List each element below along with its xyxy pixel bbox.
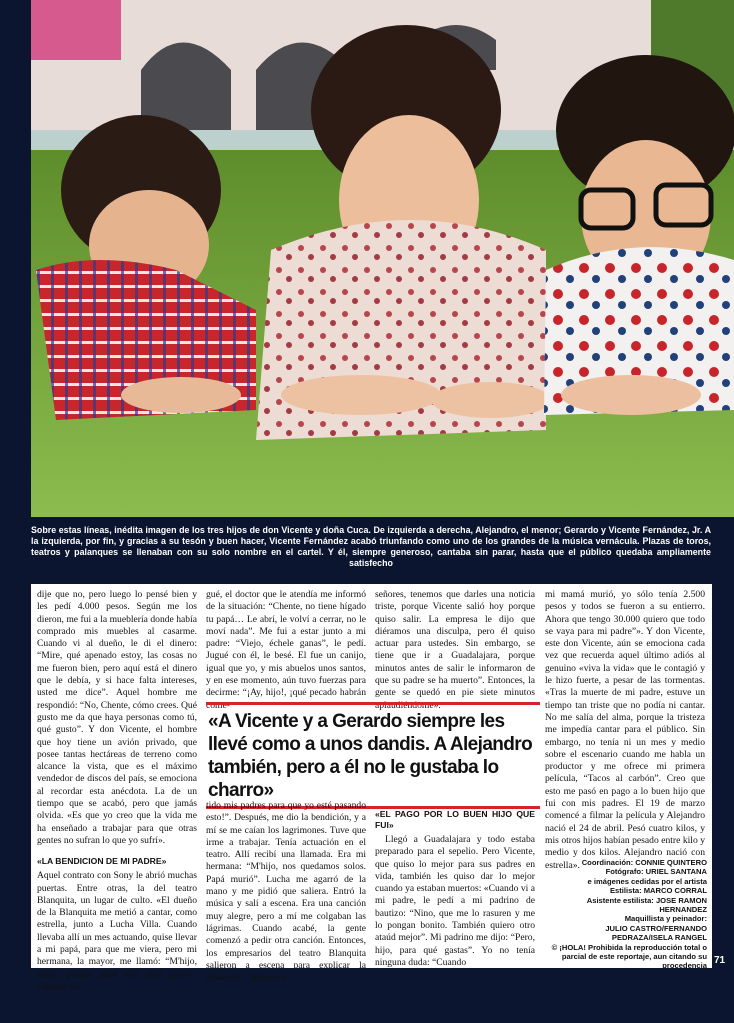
column-2-top [206,589,366,712]
column-3-bottom [375,800,535,969]
credit-line: Estilista: MARCO CORRAL [609,886,707,896]
pull-quote: «A Vicente y a Gerardo siempre les llevé como a unos dandis. A Alejandro también, pero a él no le gustaba lo charro» [206,702,540,809]
credit-line: e imágenes cedidas por el artista [587,876,707,886]
credit-line: Coordinación: CONNIE QUINTERO [581,858,707,867]
column-3-top [375,589,535,712]
credit-line: Asistente estilista: JOSE RAMON HERNANDEZ [586,895,707,915]
paragraph: dije que no, pero luego lo pensé bien y les pedí 4.000 pesos. Según me los dieron, me fui a la mueblería donde había comprado mis muebles al casarme. Cuando vi al dueño, le di el dinero: “Mire, qué apenado estoy, las cosas no me fueron bien, pero aquí está el dinero que le debía, y si hace falta intereses, usted me dice”. Aquel hombre me respondió: “No, Chente, cómo crees. Qué gusto me da que haya personas como tú, qué gusto”. Y don Vicente, el hombre que hoy tiene un avión privado, que posee tantas hectáreas de terreno como alcance la vista, que es el máximo vendedor de discos del país, se emociona al recordar esta anécdota. La de un tiempo que se acabó, pero que jamás olvida. «Es que yo creo que la vida me ha enseñado a trabajar para que otras gentes no sufran lo que yo sufrí». [37,589,197,846]
subheading: «EL PAGO POR LO BUEN HIJO QUE FUI» [375,809,535,830]
three-brothers-photo [31,0,734,517]
paragraph: Aquel contrato con Sony le abrió muchas puertas. Entre otras, la del teatro Blanquita, un lugar de culto. «El dueño de la Blanquita me metió a cantar, como estrella, junto a Lucha Villa. Cuando llevaba allí un mes actuando, quise llevar a mi papá, para que me viera, pero mi hermana, la mayor, me llamó: “M'hijo, vente, porque papá está muy grave”. Cuando lle- [37,870,197,992]
credit-line: JULIO CASTRO/FERNANDO PEDRAZA/ISELA RANGEL [605,923,707,943]
paragraph: señores, tenemos que darles una noticia triste, porque Vicente salió hoy porque quiso salir. La empresa le dijo que diéramos una disculpa, pero él quiso actuar para ustedes. Sin embargo, se tiene que ir a Guadalajara, porque minutos antes de salir le informaron de que su padre se ha muerto”. Entonces, la gente se quedó en pie siete minutos aplaudiéndome». [375,589,535,711]
paragraph: mi mamá murió, yo sólo tenía 2.500 pesos y todos se fueron a su entierro. Ahora que tengo 30.000 quiero que todo se vaya para mi padre”». Y don Vicente, este don Vicente, aún se emociona cada vez que recuerda aquel último adiós al genuino «viva la vida» que le contagió y le hizo fuerte, a pesar de las tormentas. «Tras la muerte de mi padre, estuve un tiempo tan triste que no podía ni cantar. No me salía del alma, porque la tristeza me impedía cantar para el público. Sin embargo, no tenía ni un mes y medio sobre el escenario cuando me habla un productor y me ofrece mi primera película, “Tacos al carbón”. Creo que esto me pasó en pago a lo buen hijo que fui con mis padres. El 19 de marzo comencé a filmar la película y Alejandro nació el 24 de abril. Pesó cuatro kilos, y mis otros hijos habían pesado entre kilo y medio y dos kilos. Alejandro nació con estrella». [545,589,705,871]
photo-illustration [31,0,734,517]
column-1 [37,589,197,993]
paragraph: gué, el doctor que le atendía me informó de la situación: “Chente, no tiene hígado tu papá… Le abrí, le volví a cerrar, no le moví nada”. Me fui a estar junto a mi padre: “Viejo, échele ganas”, le pedí. Jugué con él, le besé. El fue un canijo, igual que yo, y mis abuelos unos santos, y en ese momento, aún tuvo fuerzas para decirme: “¡Ay, hijo!, ¡qué pecado habrán come- [206,589,366,711]
article-body [31,584,712,992]
credits-block [543,858,707,971]
credit-line: © ¡HOLA! Prohibida la reproducción total o parcial de este reportaje, aun citando su procedencia [551,942,707,971]
subheading: «LA BENDICION DE MI PADRE» [37,856,167,867]
credit-line: Maquillista y peinador: [624,914,707,924]
photo-caption: Sobre estas líneas, inédita imagen de los tres hijos de don Vicente y doña Cuca. De izquierda a derecha, Alejandro, el menor; Gerardo y Vicente Fernández, Jr. A la izquierda, por fin, y gracias a su tesón y buen hacer, Vicente Fernández acabó triunfando como uno de los grandes de la música vernácula. Plazas de toros, teatros y palanques se llenaban con su solo nombre en el cartel. Y él, siempre generoso, cantaba sin parar, hasta que el público quedaba ampliamente satisfecho [31,525,711,568]
column-4 [545,589,705,872]
column-2-bottom [206,800,366,984]
paragraph: tido mis padres para que yo esté pasando esto!”. Después, me dio la bendición, y a mí se me caían los lagrimones. Tuve que irme a trabajar. Tenía actuación en el teatro. Allí recibí una llamada. Era mi hermana: “M'hijo, nos quedamos solos. Papá murió”. Lucha me agarró de la mano y me pidió que saliera. Entró la música y salí a escena. Era una canción muy alegre, pero a mí me colgaban las lágrimas. Cuando acabé, la gente comenzó a pedir otra canción. Entonces, los empresarios del teatro Blanquita salieron a escena para explicar la situación: “Señoras y [206,800,366,984]
credit-line: Fotógrafo: URIEL SANTANA [605,867,707,877]
page-number: 71 [714,955,726,966]
paragraph: Llegó a Guadalajara y todo estaba preparado para el sepelio. Pero Vicente, que quiso lo mejor para sus padres en vida, también les quiso dar lo mejor cuando ya estaban muertos: «Cuando vi a mi padre, le pedí a mi padrino de bautizo: “Nino, que me lo rasuren y me lo pongan bonito. También quiero otro ataúd mejor”. Mi padrino me dijo: “Pero, hijo, para qué gastas”. Yo no tenía ninguna duda: “Cuando [375,834,535,968]
